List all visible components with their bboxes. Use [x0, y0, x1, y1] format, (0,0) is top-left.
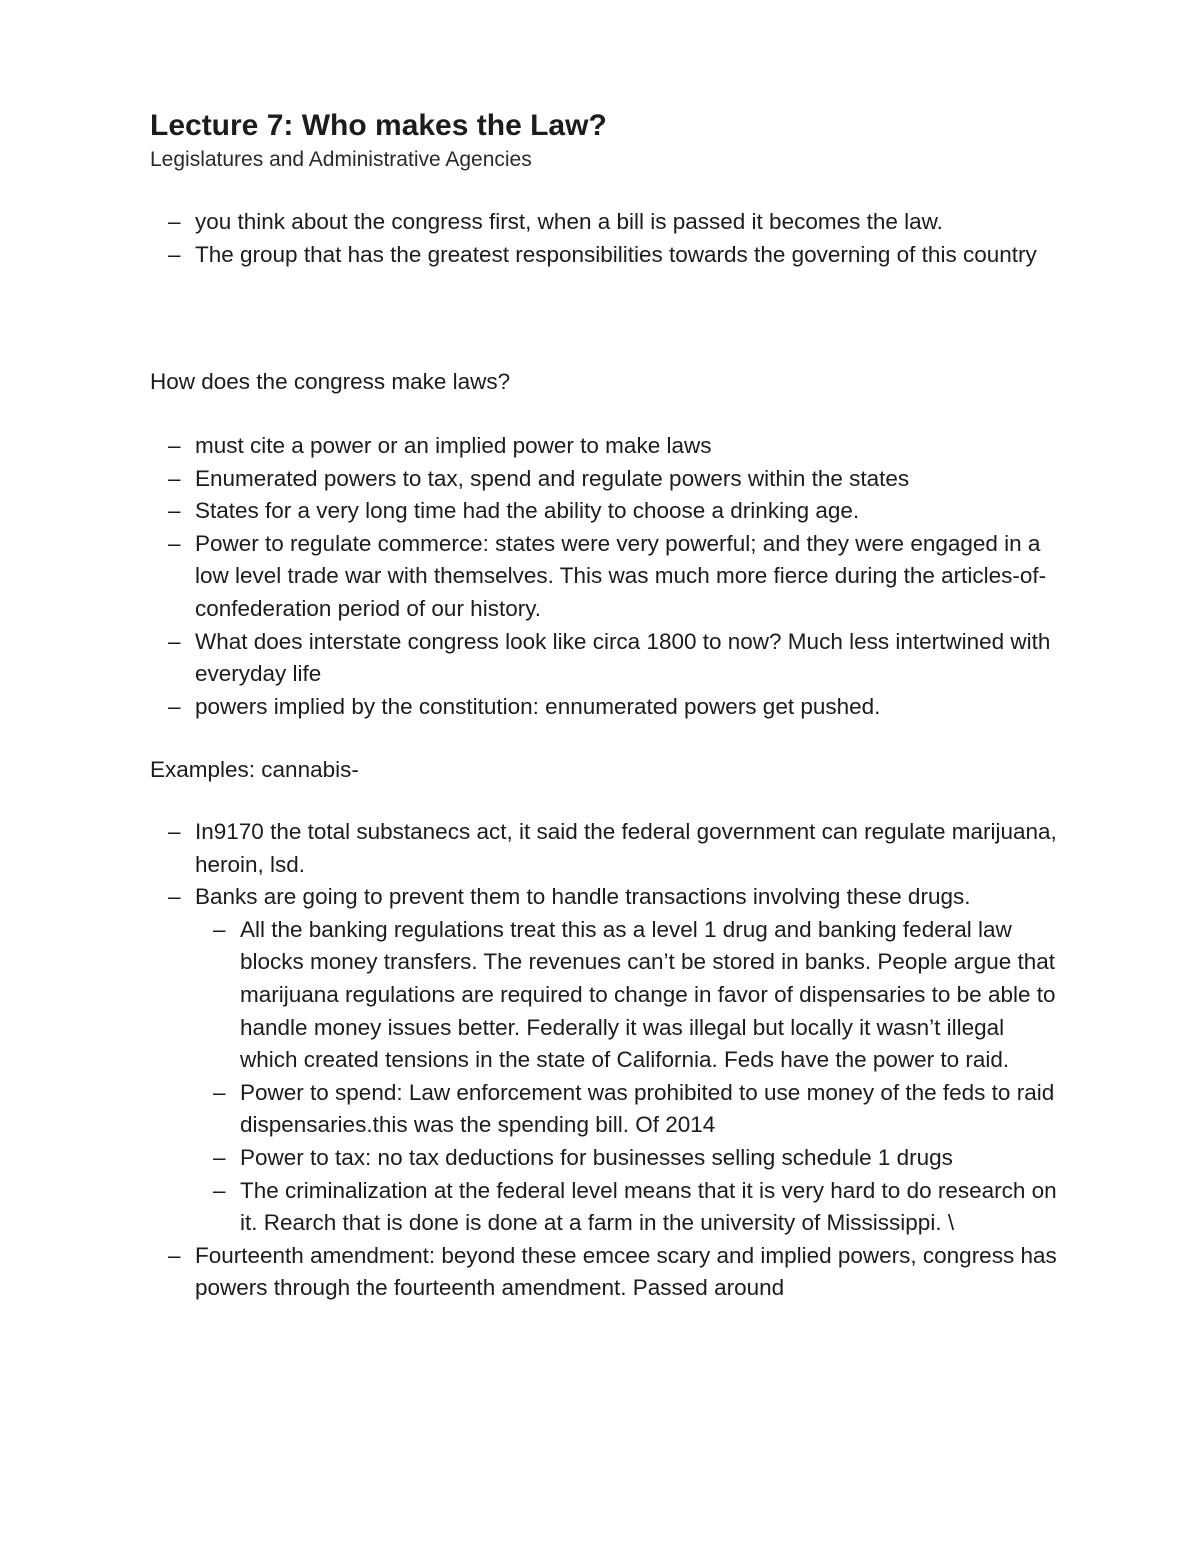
list-item-text: Enumerated powers to tax, spend and regulate powers within the states — [195, 465, 910, 491]
list-item-text: Power to spend: Law enforcement was prohibited to use money of the feds to raid dispensaries.this was the spending bill. Of 2014 — [240, 1079, 1055, 1138]
dash-bullet: – — [168, 1242, 181, 1268]
list-item — [150, 430, 1060, 463]
page-subtitle: Legislatures and Administrative Agencies — [150, 148, 532, 171]
dash-bullet: – — [168, 209, 181, 234]
dash-bullet: – — [168, 433, 181, 458]
page-title: Lecture 7: Who makes the Law? — [150, 109, 607, 142]
dash-bullet: – — [213, 1177, 226, 1203]
list-item-text: Power to tax: no tax deductions for businesses selling schedule 1 drugs — [240, 1144, 953, 1170]
intro-list-block — [150, 206, 1060, 271]
list-item — [150, 816, 1060, 881]
list-item — [150, 206, 1060, 239]
list-item-text: States for a very long time had the ability to choose a drinking age. — [195, 498, 860, 524]
section-heading-examples: Examples: cannabis- — [150, 757, 359, 782]
list-item-text: Power to regulate commerce: states were very powerful; and they were engaged in a low level trade war with themselves. This was much more fierce during the articles-of-confederation period of our history. — [195, 530, 1047, 621]
dash-bullet: – — [168, 884, 181, 910]
dash-bullet: – — [168, 628, 181, 654]
list-item-text: What does interstate congress look like circa 1800 to now? Much less intertwined with everyday life — [195, 628, 1051, 687]
intro-list — [150, 206, 1060, 271]
dash-bullet: – — [168, 498, 181, 524]
list-item — [150, 463, 1060, 496]
list-item-text: In9170 the total substanecs act, it said the federal government can regulate marijuana, heroin, lsd. — [195, 819, 1057, 877]
dash-bullet: – — [168, 241, 181, 267]
list-item-text: All the banking regulations treat this as a level 1 drug and banking federal law blocks money transfers. The revenues can’t be stored in banks. People argue that marijuana regulations are required to change in favor of dispensaries to be able to handle money issues better. Federally it was illegal but locally it wasn’t illegal which created tensions in the state of California. Feds have the power to raid. — [240, 916, 1056, 1073]
congress-list-block — [150, 430, 1060, 723]
list-item-text: The criminalization at the federal level means that it is very hard to do research on it. Rearch that is done is done at a farm in the university of Mississippi. \ — [240, 1177, 1057, 1236]
congress-list — [150, 430, 1060, 723]
examples-list — [150, 816, 1060, 1305]
dash-bullet: – — [213, 1144, 226, 1170]
list-item-text: you think about the congress first, when a bill is passed it becomes the law. — [195, 209, 943, 234]
list-item — [150, 881, 1060, 1240]
dash-bullet: – — [168, 693, 181, 719]
list-item — [150, 239, 1060, 272]
dash-bullet: – — [213, 1079, 226, 1105]
list-item — [150, 495, 1060, 528]
nested-list-item — [195, 1077, 1060, 1142]
list-item — [150, 691, 1060, 724]
list-item-text: The group that has the greatest responsibilities towards the governing of this country — [195, 241, 1037, 267]
nested-list — [195, 914, 1060, 1240]
list-item-text: Fourteenth amendment: beyond these emcee scary and implied powers, congress has powers through the fourteenth amendment. Passed around — [195, 1242, 1057, 1301]
list-item-text: Banks are going to prevent them to handle transactions involving these drugs. — [195, 884, 971, 910]
nested-list-item — [195, 1175, 1060, 1240]
list-item-text: powers implied by the constitution: ennumerated powers get pushed. — [195, 693, 881, 719]
list-item — [150, 528, 1060, 626]
section-heading-congress: How does the congress make laws? — [150, 369, 511, 394]
dash-bullet: – — [168, 465, 181, 491]
list-item-text: must cite a power or an implied power to make laws — [195, 433, 712, 458]
dash-bullet: – — [213, 916, 226, 942]
list-item — [150, 1240, 1060, 1305]
nested-list-item — [195, 914, 1060, 1077]
examples-list-block — [150, 816, 1060, 1305]
dash-bullet: – — [168, 530, 181, 556]
list-item — [150, 626, 1060, 691]
nested-list-item — [195, 1142, 1060, 1175]
dash-bullet: – — [168, 819, 181, 844]
